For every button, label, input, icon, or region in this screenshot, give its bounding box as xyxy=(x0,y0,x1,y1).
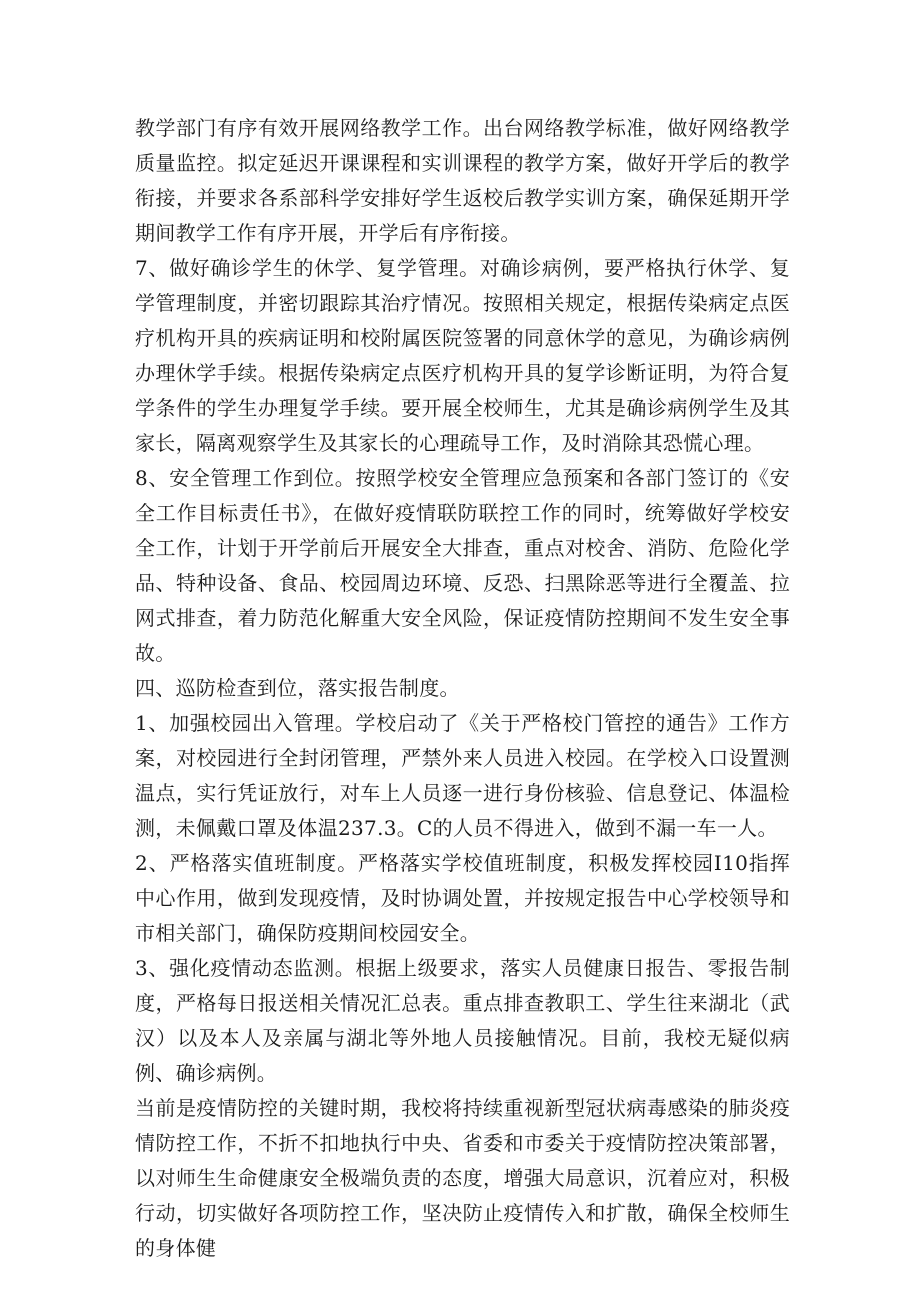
document-body xyxy=(135,111,790,1266)
paragraph-item-3-epidemic-monitoring: 3、强化疫情动态监测。根据上级要求，落实人员健康日报告、零报告制度，严格每日报送相关情况汇总表。重点排查教职工、学生往来湖北（武汉）以及本人及亲属与湖北等外地人员接触情况。目前，我校无疑似病例、确诊病例。 xyxy=(135,956,790,1085)
paragraph-item-7-suspension-resumption: 7、做好确诊学生的休学、复学管理。对确诊病例，要严格执行休学、复学管理制度，并密切跟踪其治疗情况。按照相关规定，根据传染病定点医疗机构开具的疾病证明和校附属医院签署的同意休学的意见，为确诊病例办理休学手续。根据传染病定点医疗机构开具的复学诊断证明，为符合复学条件的学生办理复学手续。要开展全校师生，尤其是确诊病例学生及其家长，隔离观察学生及其家长的心理疏导工作，及时消除其恐慌心理。 xyxy=(135,256,790,455)
section-heading-patrol-inspection: 四、巡防检查到位，落实报告制度。 xyxy=(135,676,460,700)
paragraph-item-1-campus-access: 1、加强校园出入管理。学校启动了《关于严格校门管控的通告》工作方案，对校园进行全封闭管理，严禁外来人员进入校园。在学校入口设置测温点，实行凭证放行，对车上人员逐一进行身份核验、信息登记、体温检测，未佩戴口罩及体温237.3。C的人员不得进入，做到不漏一车一人。 xyxy=(135,711,790,840)
paragraph-item-2-duty-system: 2、严格落实值班制度。严格落实学校值班制度，积极发挥校园I10指挥中心作用，做到发现疫情，及时协调处置，并按规定报告中心学校领导和市相关部门，确保防疫期间校园安全。 xyxy=(135,851,790,945)
paragraph-conclusion: 当前是疫情防控的关键时期，我校将持续重视新型冠状病毒感染的肺炎疫情防控工作，不折不扣地执行中央、省委和市委关于疫情防控决策部署，以对师生生命健康安全极端负责的态度，增强大局意识，沉着应对，积极行动，切实做好各项防控工作，坚决防止疫情传入和扩散，确保全校师生的身体健 xyxy=(135,1096,790,1260)
paragraph-item-8-safety-management: 8、安全管理工作到位。按照学校安全管理应急预案和各部门签订的《安全工作目标责任书》，在做好疫情联防联控工作的同时，统筹做好学校安全工作，计划于开学前后开展安全大排查，重点对校舍、消防、危险化学品、特种设备、食品、校园周边环境、反恐、扫黑除恶等进行全覆盖、拉网式排查，着力防范化解重大安全风险，保证疫情防控期间不发生安全事故。 xyxy=(135,466,790,665)
paragraph-teaching-continuation: 教学部门有序有效开展网络教学工作。出台网络教学标准，做好网络教学质量监控。拟定延迟开课课程和实训课程的教学方案，做好开学后的教学衔接，并要求各系部科学安排好学生返校后教学实训方案，确保延期开学期间教学工作有序开展，开学后有序衔接。 xyxy=(135,116,790,245)
